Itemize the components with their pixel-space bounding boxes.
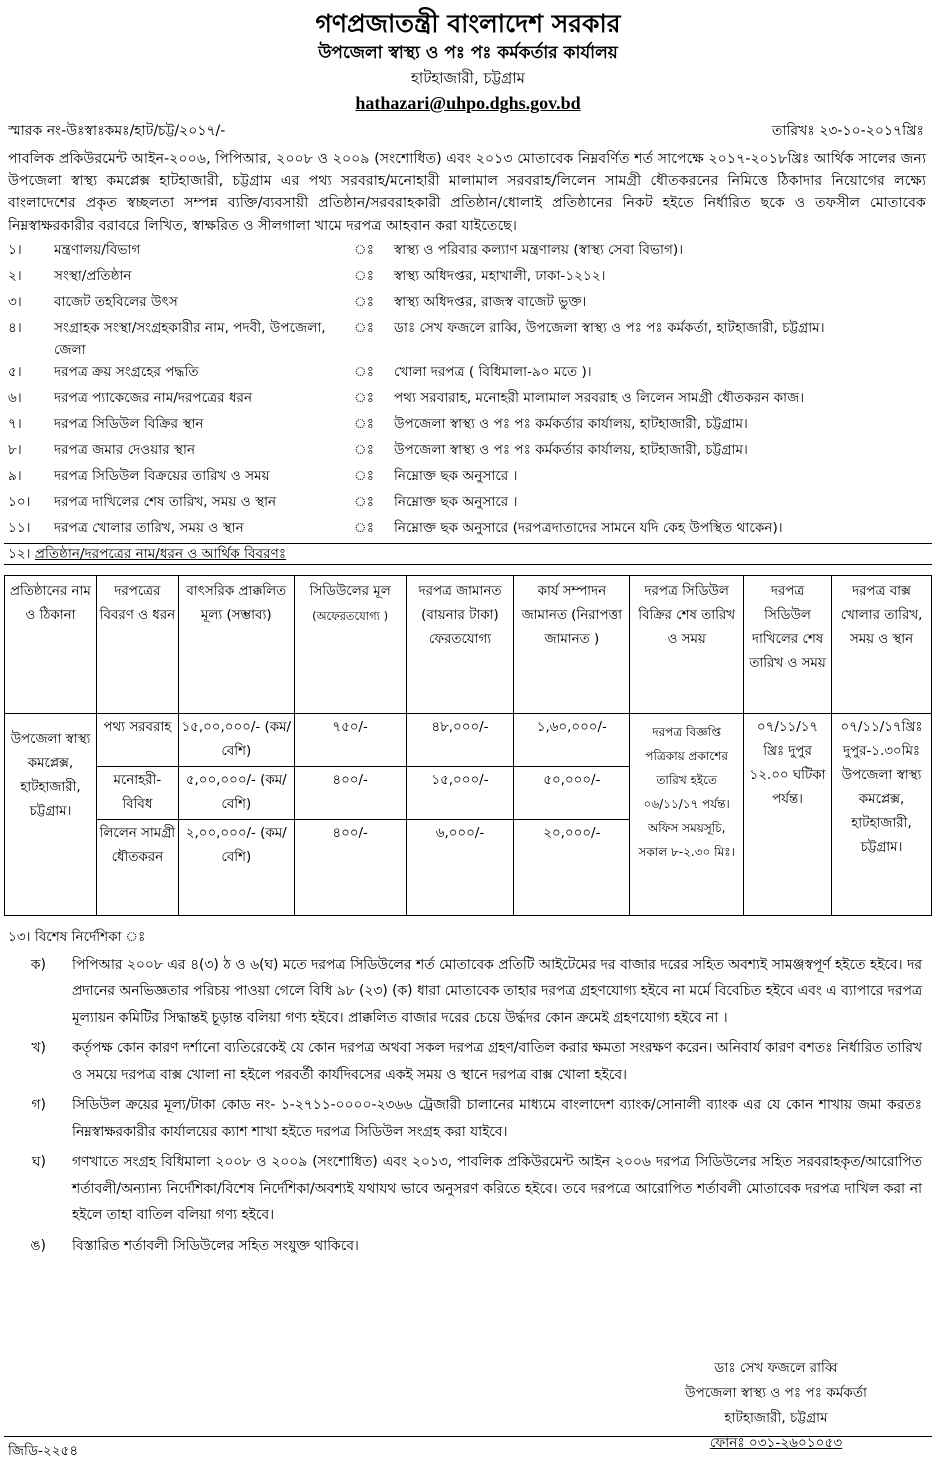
list-item	[8, 439, 926, 465]
item-colon: ঃ	[354, 441, 374, 458]
item-colon: ঃ	[354, 415, 374, 432]
performance-security-cell: ৫০,০০০/-	[514, 766, 630, 819]
item-label: দরপত্র দাখিলের শেষ তারিখ, সময় ও স্থান	[54, 493, 277, 510]
list-item	[8, 387, 926, 413]
schedule-price-cell: ৭৫০/-	[294, 713, 406, 766]
item-value: উপজেলা স্বাস্থ্য ও পঃ পঃ কর্মকর্তার কার্যালয়, হাটহাজারী, চট্টগ্রাম।	[394, 441, 748, 458]
column-header-text: সিডিউলের মূল	[309, 583, 391, 599]
paragraph-text: সিডিউল ক্রয়ের মূল্য/টাকা কোড নং- ১-২৭১১-০০০০-২৩৬৬ ট্রেজারী চালানের মাধ্যমে বাংলাদেশ ব্যাংক/সোনালী ব্যাংক এর যে কোন শাখায় জমা করতঃ নিম্নস্বাক্ষরকারীর কার্যালয়ের ক্যাশ শাখা হইতে দরপত্র সিডিউল সংগ্রহ করা যাইবে।	[72, 1097, 922, 1140]
item-label: দরপত্র খোলার তারিখ, সময় ও স্থান	[54, 519, 244, 536]
paragraph-text: পিপিআর ২০০৮ এর ৪(৩) ঠ ও ৬(ঘ) মতে দরপত্র সিডিউলের শর্ত মোতাবেক প্রতিটি আইটেমের দর বাজার দরের সহিত অবশ্যই সামঞ্জস্বপূর্ণ হইতে হইবে। দর প্রদানের অনভিজ্ঞতার পরিচয় পাওয়া গেলে বিধি ৯৮ (২৩) (ক) ধারা মোতাবেক তাহার দরপত্র গ্রহণযোগ্য হইবে না মর্মে বিবেচিত হইবে এবং এ ব্যাপারে দরপত্র মূল্যায়ন কমিটির সিদ্ধান্তই চূড়ান্ত বলিয়া গণ্য হইবে। প্রাক্কলিত বাজার দরের চেয়ে উর্দ্ধদর কোন ক্রমেই গ্রহণযোগ্য হইবে না ।	[72, 956, 922, 1026]
instruction-paragraph	[8, 1229, 926, 1260]
schedule-price-cell: ৪০০/-	[294, 766, 406, 819]
instruction-paragraph	[8, 948, 926, 1032]
item-number: ৩।	[8, 293, 22, 310]
column-header: দরপত্র জামানত (বায়নার টাকা) ফেরতযোগ্য	[406, 575, 514, 713]
divider	[4, 1436, 932, 1437]
item-12-heading	[0, 544, 936, 564]
tender-info-list	[0, 237, 936, 543]
instruction-paragraph	[8, 1031, 926, 1088]
list-item	[8, 413, 926, 439]
document-header	[0, 0, 936, 116]
item-number: ৯।	[8, 467, 22, 484]
earnest-money-cell: ৪৮,০০০/-	[406, 713, 514, 766]
column-header: প্রতিষ্ঠানের নাম ও ঠিকানা	[5, 575, 97, 713]
signatory-designation: উপজেলা স্বাস্থ্য ও পঃ পঃ কর্মকর্তা	[685, 1385, 867, 1401]
column-header: কার্য সম্পাদন জামানত (নিরাপত্তা জামানত )	[514, 575, 630, 713]
office-name: উপজেলা স্বাস্থ্য ও পঃ পঃ কর্মকর্তার কার্যালয়	[318, 43, 618, 63]
description-cell: পথ্য সরবরাহ	[96, 713, 178, 766]
item-label: দরপত্র ক্রয় সংগ্রহের পদ্ধতি	[54, 363, 199, 380]
column-header: দরপত্রের বিবরণ ও ধরন	[96, 575, 178, 713]
column-header: দরপত্র বাক্স খোলার তারিখ, সময় ও স্থান	[832, 575, 932, 713]
earnest-money-cell: ৬,০০০/-	[406, 819, 514, 915]
schedule-price-cell: ৪০০/-	[294, 819, 406, 915]
item-colon: ঃ	[354, 519, 374, 536]
item-number: ১২।	[8, 545, 31, 562]
item-value: স্বাস্থ্য অধিদপ্তর, রাজস্ব বাজেট ভুক্ত।	[394, 293, 587, 310]
table-header-row	[5, 575, 932, 713]
item-label: মন্ত্রণালয়/বিভাগ	[54, 241, 141, 258]
item-colon: ঃ	[354, 389, 374, 406]
submit-deadline-cell: ০৭/১১/১৭ খ্রিঃ দুপুর ১২.০০ ঘটিকা পর্যন্ত।	[744, 713, 832, 915]
memo-line	[0, 116, 936, 142]
list-item	[8, 517, 926, 543]
institution-cell: উপজেলা স্বাস্থ্য কমপ্লেক্স, হাটহাজারী, চট্টগ্রাম।	[5, 713, 97, 915]
list-item	[8, 465, 926, 491]
item-label: দরপত্র সিডিউল বিক্রয়ের তারিখ ও সময়	[54, 467, 270, 484]
special-instructions	[0, 916, 936, 1260]
column-header-note: (অফেরতযোগ্য )	[312, 608, 389, 623]
item-label: দরপত্র সিডিউল বিক্রির স্থান	[54, 415, 204, 432]
paragraph-label: ক)	[30, 956, 46, 973]
table-row	[5, 713, 932, 766]
office-email-link[interactable]: hathazari@uhpo.dghs.gov.bd	[355, 93, 581, 113]
list-item	[8, 361, 926, 387]
paragraph-text: গণখাতে সংগ্রহ বিধিমালা ২০০৮ ও ২০০৯ (সংশোধিত) এবং ২০১৩, পাবলিক প্রকিউরমেন্ট আইন ২০০৬ দরপত্র সিডিউলের সহিত সরবরাহকৃত/আরোপিত শর্তাবলী/অন্যান্য নির্দেশিকা/বিশেষ নির্দেশিকা/অবশ্যই যথাযথ ভাবে অনুসরণ করিতে হইবে। তবে দরপত্রে আরোপিত শর্তাবলী মোতাবেক দরপত্র দাখিল করা না হইলে তাহা বাতিল বলিয়া গণ্য হইবে।	[72, 1154, 922, 1224]
item-number: ৬।	[8, 389, 22, 406]
description-cell: লিলেন সামগ্রী ধৌতকরন	[96, 819, 178, 915]
item-number: ৪।	[8, 319, 22, 336]
instruction-paragraph	[8, 1145, 926, 1229]
memo-reference: স্মারক নং-উঃস্বাঃকমঃ/হাট/চট্ট/২০১৭/-	[8, 122, 226, 139]
paragraph-text: কর্তৃপক্ষ কোন কারণ দর্শানো ব্যতিরেকেই যে কোন দরপত্র অথবা সকল দরপত্র গ্রহণ/বাতিল করার ক্ষমতা সংরক্ষণ করেন। অনিবার্য কারণ বশতঃ নির্ধারিত তারিখ ও সময়ে দরপত্র বাক্স খোলা না হইলে পরবর্তী কার্যদিবসের একই সময় ও স্থানে দরপত্র বাক্স খোলা হইবে।	[72, 1040, 922, 1083]
column-header: দরপত্র সিডিউল দাখিলের শেষ তারিখ ও সময়	[744, 575, 832, 713]
item-value: স্বাস্থ্য ও পরিবার কল্যাণ মন্ত্রণালয় (স্বাস্থ্য সেবা বিভাগ)।	[394, 241, 684, 258]
item-label: সংগ্রাহক সংস্থা/সংগ্রহকারীর নাম, পদবী, উপজেলা, জেলা	[54, 319, 326, 358]
performance-security-cell: ১,৬০,০০০/-	[514, 713, 630, 766]
paragraph-label: গ)	[31, 1097, 46, 1114]
signature-block	[656, 1356, 896, 1456]
description-cell: মনোহরী-বিবিধ	[96, 766, 178, 819]
earnest-money-cell: ১৫,০০০/-	[406, 766, 514, 819]
item-colon: ঃ	[354, 467, 374, 484]
item-colon: ঃ	[354, 293, 374, 310]
paragraph-label: ঘ)	[31, 1154, 46, 1171]
item-value: স্বাস্থ্য অধিদপ্তর, মহাখালী, ঢাকা-১২১২।	[394, 267, 606, 284]
item-colon: ঃ	[354, 319, 374, 336]
signatory-phone: ফোনঃ ০৩১-২৬০১০৫৩	[709, 1435, 843, 1451]
memo-date: তারিখঃ ২৩-১০-২০১৭খ্রিঃ	[771, 122, 924, 139]
item-value: নিম্নোক্ত ছক অনুসারে ।	[394, 467, 518, 484]
item-label: বাজেট তহবিলের উৎস	[54, 293, 178, 310]
item-label: সংস্থা/প্রতিষ্ঠান	[54, 267, 132, 284]
item-label: প্রতিষ্ঠান/দরপত্রের নাম/ধরন ও আর্থিক বিবরণঃ	[34, 545, 287, 562]
column-header: বাৎসরিক প্রাক্কলিত মূল্য (সম্ভাব্য)	[178, 575, 294, 713]
item-number: ৫।	[8, 363, 22, 380]
item-value: নিম্নোক্ত ছক অনুসারে (দরপত্রদাতাদের সামনে যদি কেহ উপস্থিত থাকেন)।	[394, 519, 783, 536]
list-item	[8, 239, 926, 265]
performance-security-cell: ২০,০০০/-	[514, 819, 630, 915]
divider	[4, 564, 932, 565]
tender-table	[4, 575, 932, 916]
estimated-value-cell: ১৫,০০,০০০/- (কম/বেশি)	[178, 713, 294, 766]
item-number: ১।	[8, 241, 22, 258]
sale-deadline-cell: দরপত্র বিজ্ঞপ্তি পত্রিকায় প্রকাশের তারিখ হইতে ০৬/১১/১৭ পর্যন্ত। অফিস সময়সূচি, সকাল ৮-২.৩০ মিঃ।	[630, 713, 744, 915]
list-item	[8, 317, 926, 361]
column-header: দরপত্র সিডিউল বিক্রির শেষ তারিখ ও সময়	[630, 575, 744, 713]
item-number: ১১।	[8, 519, 31, 536]
item-value: খোলা দরপত্র ( বিধিমালা-৯০ মতে )।	[394, 363, 592, 380]
signatory-place: হাটহাজারী, চট্টগ্রাম	[724, 1410, 828, 1426]
item-colon: ঃ	[354, 267, 374, 284]
paragraph-label: ঙ)	[30, 1237, 46, 1254]
opening-cell: ০৭/১১/১৭খ্রিঃ দুপুর-১.৩০মিঃ উপজেলা স্বাস্থ্য কমপ্লেক্স, হাটহাজারী, চট্টগ্রাম।	[832, 713, 932, 915]
estimated-value-cell: ২,০০,০০০/- (কম/বেশি)	[178, 819, 294, 915]
column-header	[294, 575, 406, 713]
item-colon: ঃ	[354, 363, 374, 380]
item-number: ২।	[8, 267, 22, 284]
office-place: হাটহাজারী, চট্টগ্রাম	[411, 69, 525, 87]
intro-paragraph: পাবলিক প্রকিউরমেন্ট আইন-২০০৬, পিপিআর, ২০০৮ ও ২০০৯ (সংশোধিত) এবং ২০১৩ মোতাবেক নিম্নবর্ণিত শর্ত সাপেক্ষে ২০১৭-২০১৮খ্রিঃ আর্থিক সালের জন্য উপজেলা স্বাস্থ্য কমপ্লেক্স হাটহাজারী, চট্টগ্রাম এর পথ্য সরবরাহ/মনোহারী মালামাল সরবরাহ/লিলেন সামগ্রী ধৌতকরনের নিমিত্তে ঠিকাদার নিয়োগের লক্ষ্যে বাংলাদেশের প্রকৃত স্বচ্ছলতা সম্পন্ন ব্যক্তি/ব্যবসায়ী প্রতিষ্ঠান/সরবরাহকারী প্রতিষ্ঠান/ধোলাই প্রতিষ্ঠানের নিকট হইতে নির্ধারিত ছকে ও তফসীল মোতাবেক নিম্নস্বাক্ষরকারীর বরাবরে লিখিত, স্বাক্ষরিত ও সীলগালা খামে দরপত্র আহবান করা যাইতেছে।	[8, 151, 926, 234]
list-item	[8, 291, 926, 317]
item-colon: ঃ	[354, 493, 374, 510]
gd-number: জিডি-২২৫৪	[8, 1443, 79, 1459]
item-colon: ঃ	[354, 241, 374, 258]
item-label: দরপত্র প্যাকেজের নাম/দরপত্রের ধরন	[54, 389, 253, 406]
special-instructions-title: ১৩। বিশেষ নির্দেশিকা ঃ	[8, 928, 146, 945]
estimated-value-cell: ৫,০০,০০০/- (কম/বেশি)	[178, 766, 294, 819]
paragraph-label: খ)	[31, 1040, 46, 1057]
government-title: গণপ্রজাতন্ত্রী বাংলাদেশ সরকার	[315, 9, 621, 38]
instruction-paragraph	[8, 1088, 926, 1145]
list-item	[8, 265, 926, 291]
paragraph-text: বিস্তারিত শর্তাবলী সিডিউলের সহিত সংযুক্ত থাকিবে।	[72, 1237, 359, 1254]
item-value: উপজেলা স্বাস্থ্য ও পঃ পঃ কর্মকর্তার কার্যালয়, হাটহাজারী, চট্টগ্রাম।	[394, 415, 748, 432]
item-number: ৮।	[8, 441, 22, 458]
item-value: পথ্য সরবারাহ, মনোহরী মালামাল সরবরাহ ও লিলেন সামগ্রী ধৌতকরন কাজ।	[394, 389, 805, 406]
item-number: ১০।	[8, 493, 31, 510]
signatory-name: ডাঃ সেখ ফজলে রাব্বি	[714, 1360, 838, 1376]
item-number: ৭।	[8, 415, 22, 432]
item-label: দরপত্র জমার দেওয়ার স্থান	[54, 441, 196, 458]
item-value: নিম্নোক্ত ছক অনুসারে ।	[394, 493, 518, 510]
list-item	[8, 491, 926, 517]
item-value: ডাঃ সেখ ফজলে রাব্বি, উপজেলা স্বাস্থ্য ও পঃ পঃ কর্মকর্তা, হাটহাজারী, চট্টগ্রাম।	[394, 319, 825, 336]
